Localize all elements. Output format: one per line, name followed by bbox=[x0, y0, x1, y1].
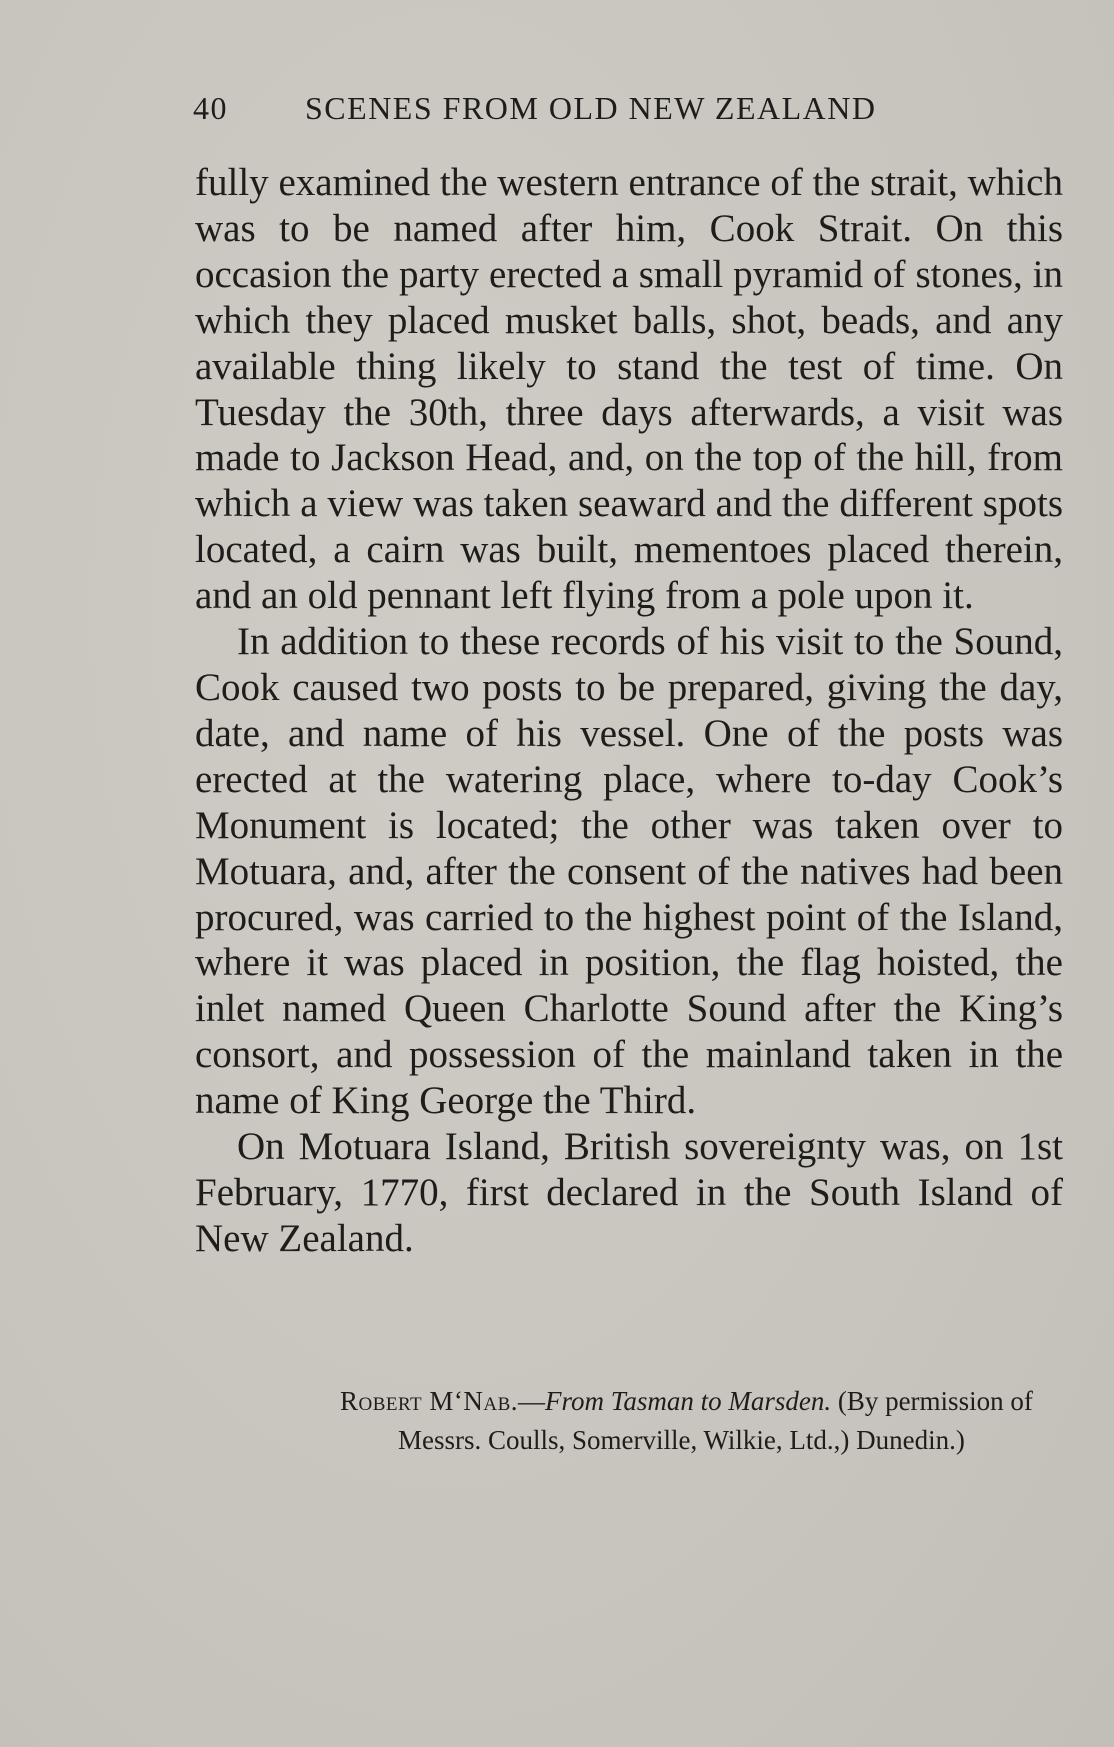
page-number: 40 bbox=[193, 90, 228, 126]
running-head bbox=[193, 86, 953, 130]
source-dash: — bbox=[518, 1386, 546, 1416]
body-text bbox=[195, 160, 1063, 1262]
paragraph-1: fully examined the western entrance of the strait, which was to be named after him, Cook Strait. On this occasion the party erected a small pyramid of stones, in which they placed musket balls, shot, beads, and any available thing likely to stand the test of time. On Tuesday the 30th, three days afterwards, a visit was made to Jackson Head, and, on the top of the hill, from which a view was taken seaward and the different spots located, a cairn was built, mementoes placed therein, and an old pennant left flying from a pole upon it. bbox=[195, 161, 1063, 618]
paragraph-3: On Motuara Island, British sovereignty was, on 1st February, 1770, first declared in the South Island of New Zealand. bbox=[195, 1125, 1063, 1260]
source-author: Robert M‘Nab. bbox=[340, 1386, 519, 1416]
source-note: (By permission of Messrs. Coulls, Somerville, Wilkie, Ltd.,) Dunedin.) bbox=[398, 1386, 1033, 1455]
running-title: SCENES FROM OLD NEW ZEALAND bbox=[305, 90, 877, 126]
source-citation bbox=[340, 1382, 1108, 1460]
paragraph-2: In addition to these records of his visit to the Sound, Cook caused two posts to be prepared, giving the day, date, and name of his vessel. One of the posts was erected at the watering place, where to-day Cook’s Monument is located; the other was taken over to Motuara, and, after the consent of the natives had been procured, was carried to the highest point of the Island, where it was placed in position, the flag hoisted, the inlet named Queen Charlotte Sound after the King’s consort, and possession of the mainland taken in the name of King George the Third. bbox=[195, 620, 1063, 1123]
source-work-title: From Tasman to Marsden. bbox=[545, 1386, 832, 1416]
